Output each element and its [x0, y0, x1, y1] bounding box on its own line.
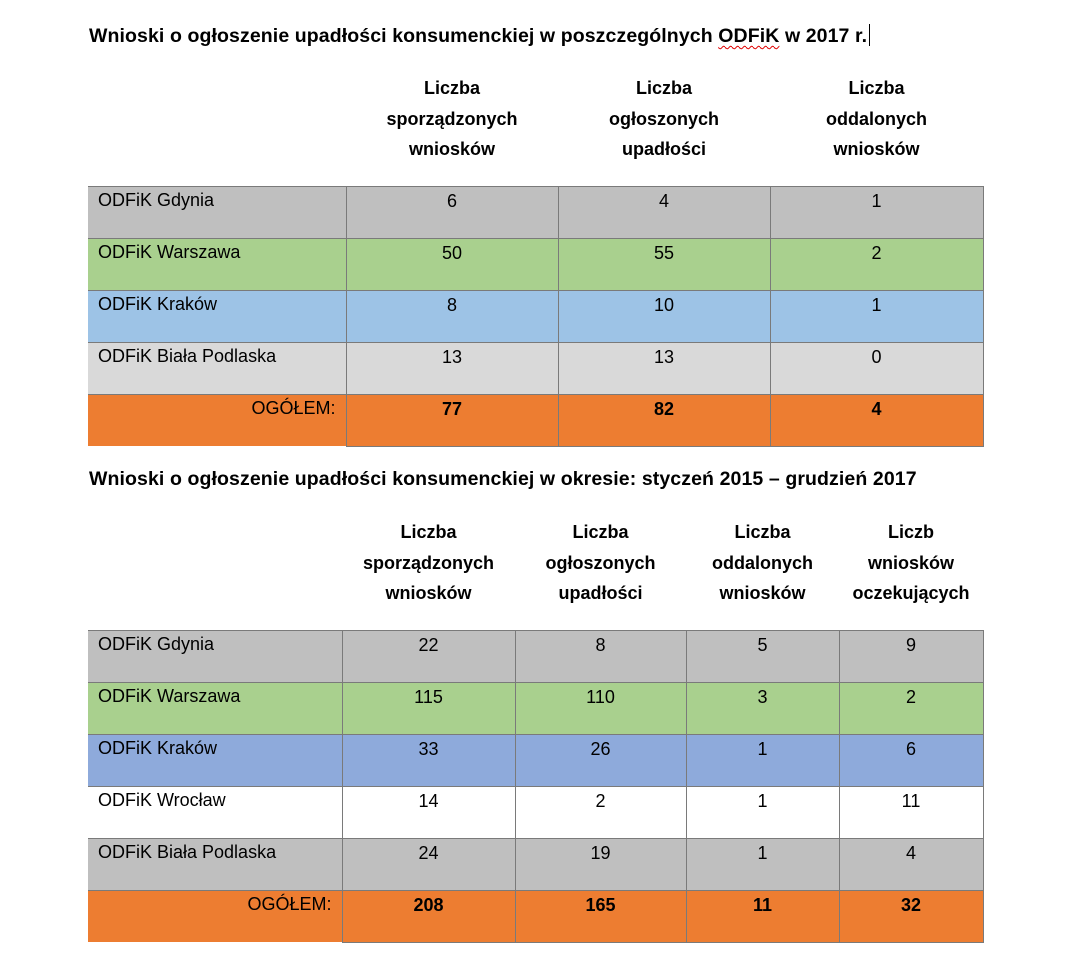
row-name: ODFiK Warszawa [88, 682, 342, 734]
total-oddalone: 4 [770, 394, 983, 446]
cell-oczekujace: 4 [839, 838, 983, 890]
cell-sporzadzone: 33 [342, 734, 515, 786]
header-line: wniosków [408, 139, 495, 159]
row-name: ODFiK Biała Podlaska [88, 838, 342, 890]
header-line: Liczba [848, 78, 905, 98]
header-line: sporządzonych [386, 108, 518, 129]
cell-sporzadzone: 6 [346, 186, 558, 238]
header-line: Liczba [635, 78, 692, 98]
total-oddalone: 11 [686, 890, 839, 942]
table-row [88, 290, 983, 342]
header-line: wniosków [867, 552, 954, 573]
table2-header-oczekujace [839, 517, 983, 630]
header-line: ogłoszonych [608, 108, 719, 129]
table-row [88, 682, 983, 734]
cell-oczekujace: 9 [839, 630, 983, 682]
total-label: OGÓŁEM: [88, 394, 346, 446]
table-row [88, 342, 983, 394]
row-name: ODFiK Kraków [88, 290, 346, 342]
cell-sporzadzone: 115 [342, 682, 515, 734]
row-name: ODFiK Gdynia [88, 630, 342, 682]
header-line: oddalonych [711, 552, 813, 573]
cell-sporzadzone: 13 [346, 342, 558, 394]
header-line: Liczba [572, 522, 629, 542]
header-line: wniosków [719, 583, 806, 603]
cell-ogloszone: 2 [515, 786, 686, 838]
cell-oddalone: 1 [770, 186, 983, 238]
total-ogloszone: 82 [558, 394, 770, 446]
table1-title-text: Wnioski o ogłoszenie upadłości konsumenckiej w poszczególnych [89, 25, 719, 47]
row-name: ODFiK Kraków [88, 734, 342, 786]
header-line: upadłości [621, 139, 706, 159]
cell-ogloszone: 13 [558, 342, 770, 394]
header-line: wniosków [833, 139, 920, 159]
cell-oddalone: 1 [686, 838, 839, 890]
table1-header-oddalone [770, 73, 983, 186]
cell-sporzadzone: 50 [346, 238, 558, 290]
row-name: ODFiK Warszawa [88, 238, 346, 290]
table-row [88, 186, 983, 238]
cell-ogloszone: 26 [515, 734, 686, 786]
table-row [88, 734, 983, 786]
total-row [88, 394, 983, 446]
text-cursor [869, 24, 870, 46]
header-line: Liczba [423, 78, 480, 98]
table-row [88, 630, 983, 682]
cell-oddalone: 1 [770, 290, 983, 342]
cell-sporzadzone: 14 [342, 786, 515, 838]
table2-title: Wnioski o ogłoszenie upadłości konsumenckiej w okresie: styczeń 2015 – grudzień 2017 [89, 468, 917, 490]
table2 [88, 517, 984, 943]
table-row [88, 786, 983, 838]
table2-corner [88, 517, 342, 630]
header-line: Liczb [887, 522, 934, 542]
table2-header-oddalone [686, 517, 839, 630]
row-name: ODFiK Wrocław [88, 786, 342, 838]
table1-title-suffix: w 2017 r. [779, 25, 868, 47]
header-line: sporządzonych [362, 552, 495, 573]
header-line: ogłoszonych [545, 552, 656, 573]
header-line: Liczba [400, 522, 457, 542]
cell-oddalone: 5 [686, 630, 839, 682]
cell-oddalone: 1 [686, 734, 839, 786]
table1-title-marked-word: ODFiK [718, 25, 780, 47]
table-row [88, 838, 983, 890]
cell-ogloszone: 55 [558, 238, 770, 290]
cell-sporzadzone: 22 [342, 630, 515, 682]
cell-oczekujace: 2 [839, 682, 983, 734]
cell-sporzadzone: 8 [346, 290, 558, 342]
table1-header-ogloszone [558, 73, 770, 186]
cell-oczekujace: 11 [839, 786, 983, 838]
row-name: ODFiK Gdynia [88, 186, 346, 238]
total-sporzadzone: 77 [346, 394, 558, 446]
total-label: OGÓŁEM: [88, 890, 342, 942]
cell-ogloszone: 4 [558, 186, 770, 238]
cell-ogloszone: 19 [515, 838, 686, 890]
table1-corner [88, 73, 346, 186]
cell-sporzadzone: 24 [342, 838, 515, 890]
total-ogloszone: 165 [515, 890, 686, 942]
table2-header-sporzadzone [342, 517, 515, 630]
total-sporzadzone: 208 [342, 890, 515, 942]
cell-ogloszone: 10 [558, 290, 770, 342]
header-line: oddalonych [825, 108, 927, 129]
cell-oddalone: 2 [770, 238, 983, 290]
row-name: ODFiK Biała Podlaska [88, 342, 346, 394]
header-line: oczekujących [852, 583, 970, 603]
total-row [88, 890, 983, 942]
header-line: Liczba [734, 522, 791, 542]
header-line: upadłości [558, 583, 643, 603]
table1-header-sporzadzone [346, 73, 558, 186]
cell-oczekujace: 6 [839, 734, 983, 786]
cell-oddalone: 1 [686, 786, 839, 838]
cell-oddalone: 0 [770, 342, 983, 394]
cell-ogloszone: 8 [515, 630, 686, 682]
cell-ogloszone: 110 [515, 682, 686, 734]
cell-oddalone: 3 [686, 682, 839, 734]
total-oczekujace: 32 [839, 890, 983, 942]
table1 [88, 73, 984, 447]
header-line: wniosków [385, 583, 472, 603]
table-row [88, 238, 983, 290]
table1-title [89, 24, 870, 48]
table2-header-ogloszone [515, 517, 686, 630]
